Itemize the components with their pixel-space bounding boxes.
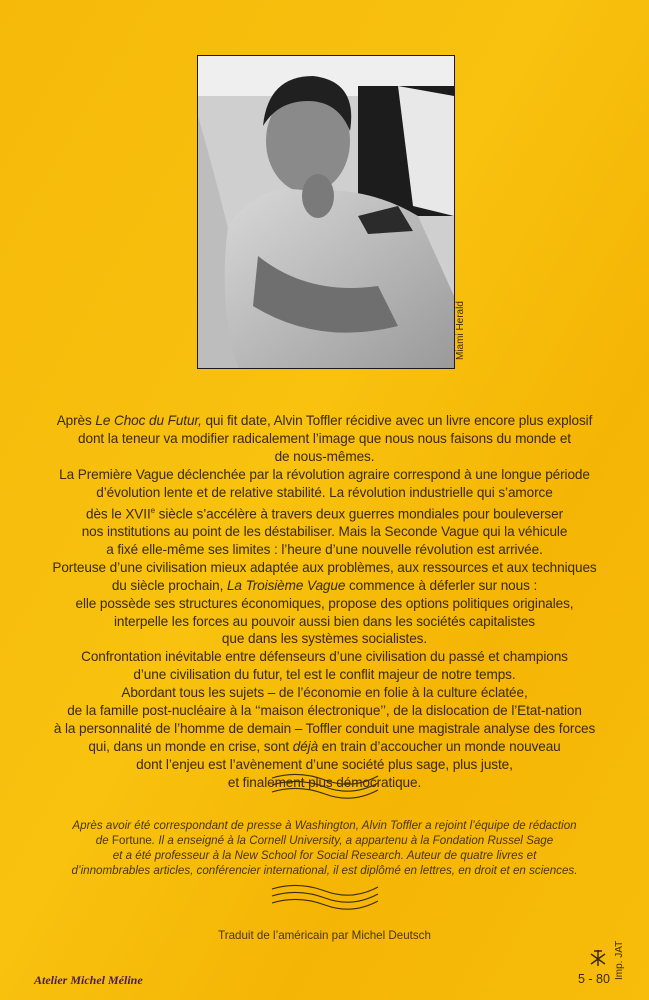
- blurb-line: [0, 430, 649, 448]
- text-segment: La Troisième Vague: [226, 577, 346, 593]
- blurb-line: [0, 577, 649, 595]
- blurb-line: [0, 412, 649, 430]
- text-segment: en train d’accoucher un monde nouveau: [318, 738, 561, 754]
- author-biography: [0, 818, 649, 878]
- author-photo: [197, 55, 455, 369]
- text-segment: Le Choc du Futur,: [95, 413, 202, 428]
- text-segment: déjà: [292, 738, 319, 754]
- price-code: 5 - 80: [578, 972, 610, 986]
- blurb-line: [0, 613, 649, 631]
- wavy-divider-icon: [270, 772, 380, 800]
- text-segment: interpelle les forces au pouvoir aussi bien dans les sociétés capitalistes: [113, 613, 536, 629]
- text-segment: . Il a enseigné à la Cornell University, a appartenu à la Fondation Russel Sage: [151, 834, 554, 847]
- text-segment: qui fit date, Alvin Toffler récidive avec un livre encore plus explosif: [201, 413, 593, 428]
- blurb-line: [0, 756, 649, 774]
- bio-line: [0, 863, 649, 878]
- blurb-line: [0, 738, 649, 756]
- text-segment: et finalement plus démocratique.: [227, 774, 422, 790]
- publisher-logo-icon: [588, 948, 608, 968]
- text-segment: du siècle prochain,: [111, 577, 227, 593]
- blurb-line: [0, 702, 649, 720]
- author-portrait-image: [198, 56, 454, 368]
- text-segment: d’une civilisation du futur, tel est le conflit majeur de notre temps.: [133, 667, 516, 683]
- book-blurb: [0, 412, 649, 792]
- text-segment: nos institutions au point de les déstabiliser. Mais la Seconde Vague qui la véhicule: [81, 523, 568, 539]
- text-segment: Après: [56, 413, 96, 428]
- text-segment: La Première Vague déclenchée par la révolution agraire correspond à une longue période: [59, 466, 590, 482]
- blurb-line: [0, 684, 649, 702]
- bio-line: [0, 818, 649, 833]
- text-segment: elle possède ses structures économiques, propose des options politiques originales,: [75, 595, 574, 611]
- blurb-line: [0, 666, 649, 684]
- text-segment: et a été professeur à la New School for Social Research. Auteur de quatre livres et: [112, 849, 537, 862]
- text-segment: a fixé elle-même ses limites : l’heure d’une nouvelle révolution est arrivée.: [106, 541, 543, 557]
- photo-credit: Miami Herald: [455, 301, 466, 360]
- blurb-line: [0, 595, 649, 613]
- blurb-line: [0, 648, 649, 666]
- blurb-line: [0, 559, 649, 577]
- cover-design-credit: Atelier Michel Méline: [34, 973, 143, 987]
- blurb-line: [0, 484, 649, 502]
- text-segment: à la personnalité de l’homme de demain – Toffler conduit une magistrale analyse des forces: [53, 720, 596, 736]
- text-segment: siècle s’accélère à travers deux guerres mondiales pour bouleverser: [154, 506, 564, 522]
- text-segment: Après avoir été correspondant de presse à Washington, Alvin Toffler a rejoint l’équipe de rédaction: [72, 819, 577, 832]
- translator-credit: Traduit de l’américain par Michel Deutsch: [218, 929, 431, 942]
- text-segment: Porteuse d’une civilisation mieux adaptée aux problèmes, aux ressources et aux techniques: [52, 559, 597, 575]
- text-segment: e: [150, 505, 155, 515]
- bio-line: [0, 833, 649, 848]
- text-segment: Confrontation inévitable entre défenseurs d’une civilisation du passé et champions: [81, 649, 568, 665]
- text-segment: qui, dans un monde en crise, sont: [88, 738, 293, 754]
- text-segment: commence à déferler sur nous :: [345, 577, 538, 593]
- blurb-line: [0, 720, 649, 738]
- text-segment: d’innombrables articles, conférencier international, il est diplômé en lettres, en droit et en sciences.: [71, 864, 578, 877]
- blurb-line: [0, 541, 649, 559]
- text-segment: Fortune: [111, 834, 152, 847]
- text-segment: dont la teneur va modifier radicalement l’image que nous nous faisons du monde et: [78, 430, 571, 446]
- text-segment: d’évolution lente et de relative stabilité. La révolution industrielle qui s’amorce: [96, 484, 553, 500]
- blurb-line: [0, 502, 649, 523]
- text-segment: de: [95, 834, 112, 847]
- blurb-line: [0, 630, 649, 648]
- text-segment: dès le XVII: [85, 506, 151, 522]
- blurb-line: [0, 466, 649, 484]
- wavy-divider-icon: [270, 883, 380, 911]
- printer-credit: Imp. JAT: [614, 940, 625, 980]
- bio-line: [0, 848, 649, 863]
- blurb-line: [0, 448, 649, 466]
- text-segment: de nous-mêmes.: [274, 448, 375, 464]
- text-segment: que dans les systèmes socialistes.: [221, 631, 428, 647]
- text-segment: de la famille post-nucléaire à la ‘‘maison électronique’’, de la dislocation de l’Etat-nation: [67, 703, 582, 719]
- blurb-line: [0, 523, 649, 541]
- text-segment: Abordant tous les sujets – de l’économie en folie à la culture éclatée,: [121, 685, 528, 701]
- text-segment: dont l’enjeu est l’avènement d’une société plus sage, plus juste,: [136, 756, 513, 772]
